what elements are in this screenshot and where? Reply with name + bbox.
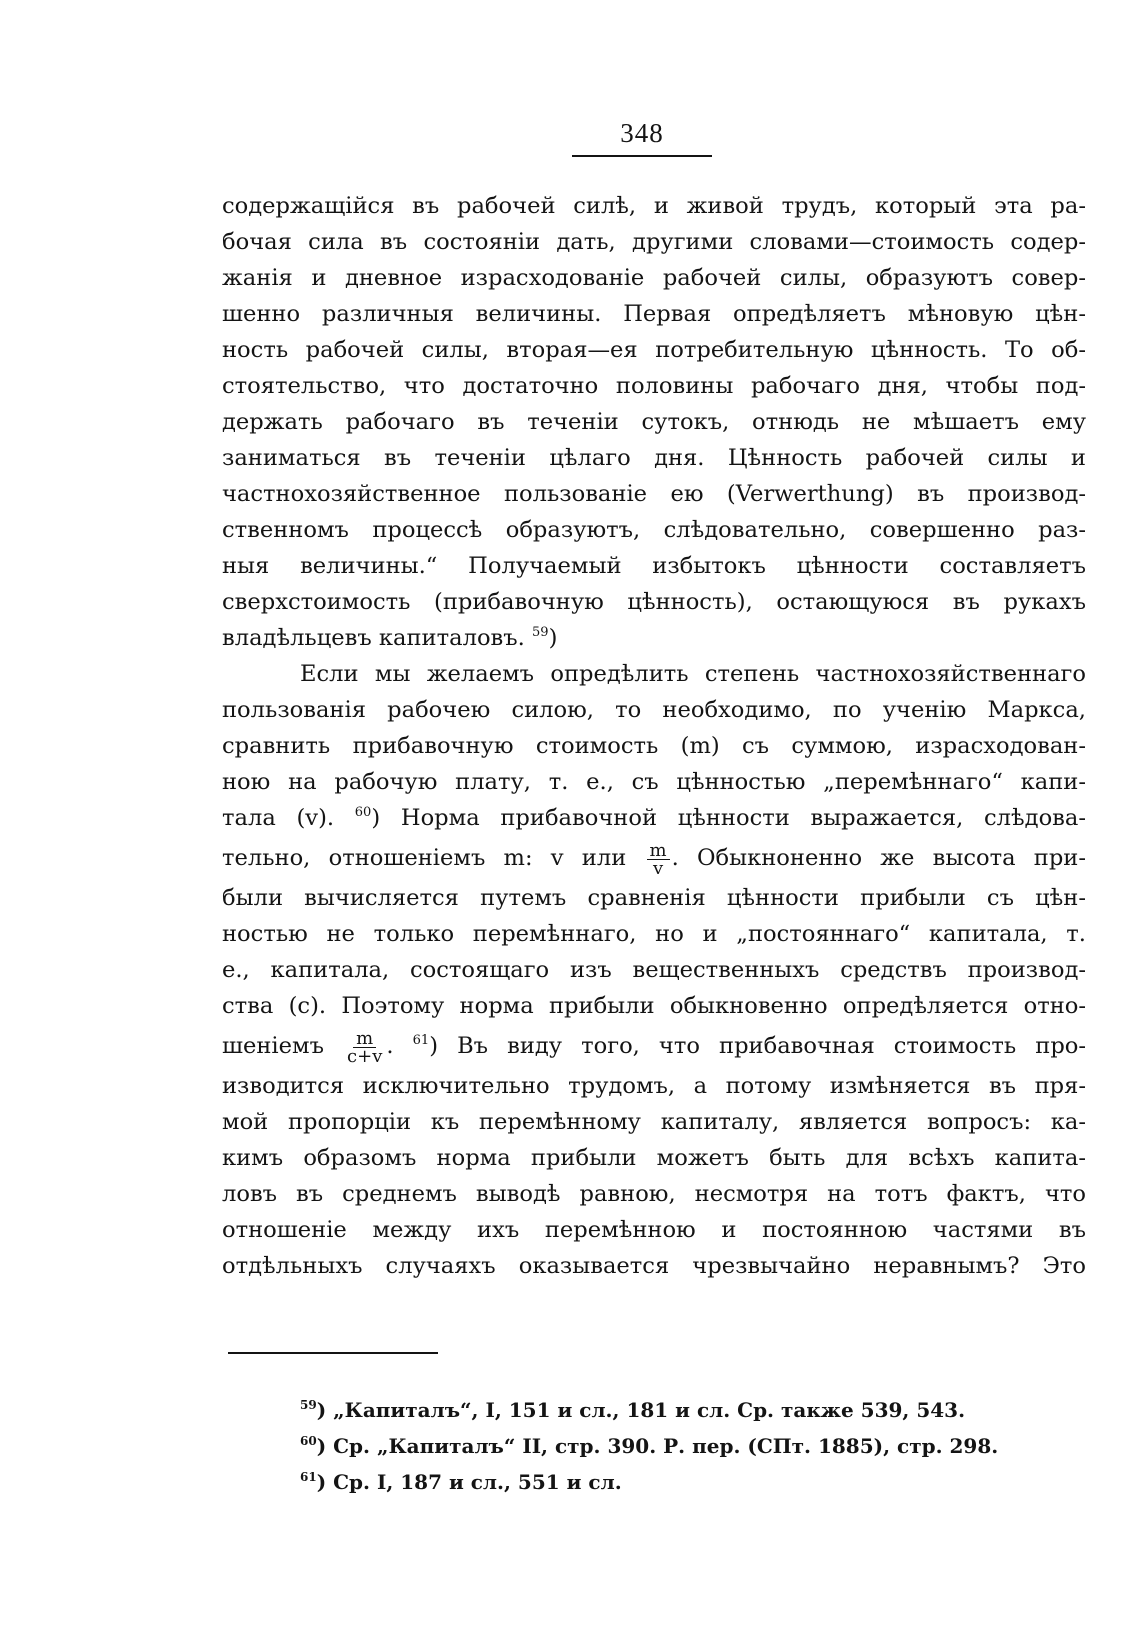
text-line: частнохозяйственное пользованіе ею (Verwerthung) въ производ- (222, 481, 1086, 507)
fraction-period: . (671, 845, 679, 871)
footnote-text: ) Ср. I, 187 и сл., 551 и сл. (316, 1470, 622, 1494)
text-segment: владѣльцевъ капиталовъ. (222, 625, 525, 651)
close-paren: ) (429, 1033, 439, 1059)
close-paren: ) (548, 625, 558, 651)
close-paren: ) (371, 805, 381, 831)
text-line: е., капитала, состоящаго изъ вещественныхъ средствъ производ- (222, 957, 1086, 983)
footnote-ref-60[interactable]: 60 (354, 805, 372, 820)
text-segment: тельно, отношеніемъ m: v или (222, 845, 627, 871)
footnote-text: ) „Капиталъ“, I, 151 и сл., 181 и сл. Ср. также 539, 543. (316, 1398, 966, 1422)
text-segment: Въ виду того, что прибавочная стоимость про- (457, 1033, 1087, 1059)
text-line: стоятельство, что достаточно половины рабочаго дня, чтобы под- (222, 373, 1086, 399)
text-line (222, 836, 1086, 880)
footnote-mark: 61 (300, 1470, 317, 1484)
text-line: ловъ въ среднемъ выводѣ равною, несмотря на тотъ фактъ, что (222, 1181, 1086, 1207)
text-line: содержащійся въ рабочей силѣ, и живой трудъ, который эта ра- (222, 193, 1086, 219)
text-line: Если мы желаемъ опредѣлить степень частнохозяйственнаго (300, 661, 1086, 687)
page-number: 348 (620, 118, 664, 148)
footnote-text: ) Ср. „Капиталъ“ II, стр. 390. Р. пер. (СПт. 1885), стр. 298. (316, 1434, 999, 1458)
text-line: шенно различныя величины. Первая опредѣляетъ мѣновую цѣн- (222, 301, 1086, 327)
footnote-mark: 60 (300, 1434, 317, 1448)
fraction-numerator: m (353, 1030, 376, 1048)
text-line (222, 1024, 1086, 1068)
footnote-ref-61[interactable]: 61 (412, 1033, 430, 1048)
footnote-mark: 59 (300, 1398, 317, 1412)
text-line: ностью не только перемѣннаго, но и „постояннаго“ капитала, т. (222, 921, 1086, 947)
text-line: бочая сила въ состояніи дать, другими словами—стоимость содер- (222, 229, 1086, 255)
footnote-61 (300, 1464, 1060, 1500)
fraction-period: . (386, 1033, 394, 1059)
fraction-m-over-c-plus-v (345, 1027, 384, 1067)
text-line: сверхстоимость (прибавочную цѣнность), остающуюся въ рукахъ (222, 589, 1086, 615)
text-segment: Норма прибавочной цѣнности выражается, слѣдова- (400, 805, 1086, 831)
text-line: заниматься въ теченіи цѣлаго дня. Цѣнность рабочей силы и (222, 445, 1086, 471)
fraction-denominator: v (652, 857, 664, 879)
text-segment: Обыкноненно же высота при- (697, 845, 1086, 871)
footnote-60 (300, 1428, 1060, 1464)
text-line: изводится исключительно трудомъ, а потому измѣняется въ пря- (222, 1073, 1086, 1099)
text-line: ства (c). Поэтому норма прибыли обыкновенно опредѣляется отно- (222, 993, 1086, 1019)
text-segment: тала (v). (222, 805, 335, 831)
text-line: отношеніе между ихъ перемѣнною и постоянною частями въ (222, 1217, 1086, 1243)
text-line (222, 620, 1086, 656)
text-line: ность рабочей силы, вторая—ея потребительную цѣнность. То об- (222, 337, 1086, 363)
fraction-numerator: m (647, 842, 670, 860)
text-line: ственномъ процессѣ образуютъ, слѣдовательно, совершенно раз- (222, 517, 1086, 543)
fraction-denominator: c+v (347, 1045, 383, 1067)
body-text (222, 188, 1086, 1284)
footnotes (300, 1392, 1060, 1500)
text-line: были вычисляется путемъ сравненія цѣнности прибыли съ цѣн- (222, 885, 1086, 911)
header-rule (572, 155, 712, 157)
text-line: мой пропорціи къ перемѣнному капиталу, является вопросъ: ка- (222, 1109, 1086, 1135)
text-line: отдѣльныхъ случаяхъ оказывается чрезвычайно неравнымъ? Это (222, 1253, 1086, 1279)
footnote-59 (300, 1392, 1060, 1428)
text-line: держать рабочаго въ теченіи сутокъ, отнюдь не мѣшаетъ ему (222, 409, 1086, 435)
footnote-separator (228, 1352, 438, 1354)
footnote-ref-59[interactable]: 59 (532, 625, 549, 640)
text-segment: шеніемъ (222, 1033, 324, 1059)
text-line: ныя величины.“ Получаемый избытокъ цѣнности составляетъ (222, 553, 1086, 579)
fraction-m-over-v (647, 839, 670, 879)
text-line: сравнить прибавочную стоимость (m) съ суммою, израсходован- (222, 733, 1086, 759)
text-line: жанія и дневное израсходованіе рабочей силы, образуютъ совер- (222, 265, 1086, 291)
text-line: пользованія рабочею силою, то необходимо, по ученію Маркса, (222, 697, 1086, 723)
text-line: кимъ образомъ норма прибыли можетъ быть для всѣхъ капита- (222, 1145, 1086, 1171)
text-line: ною на рабочую плату, т. е., съ цѣнностью „перемѣннаго“ капи- (222, 769, 1086, 795)
text-line (222, 800, 1086, 836)
